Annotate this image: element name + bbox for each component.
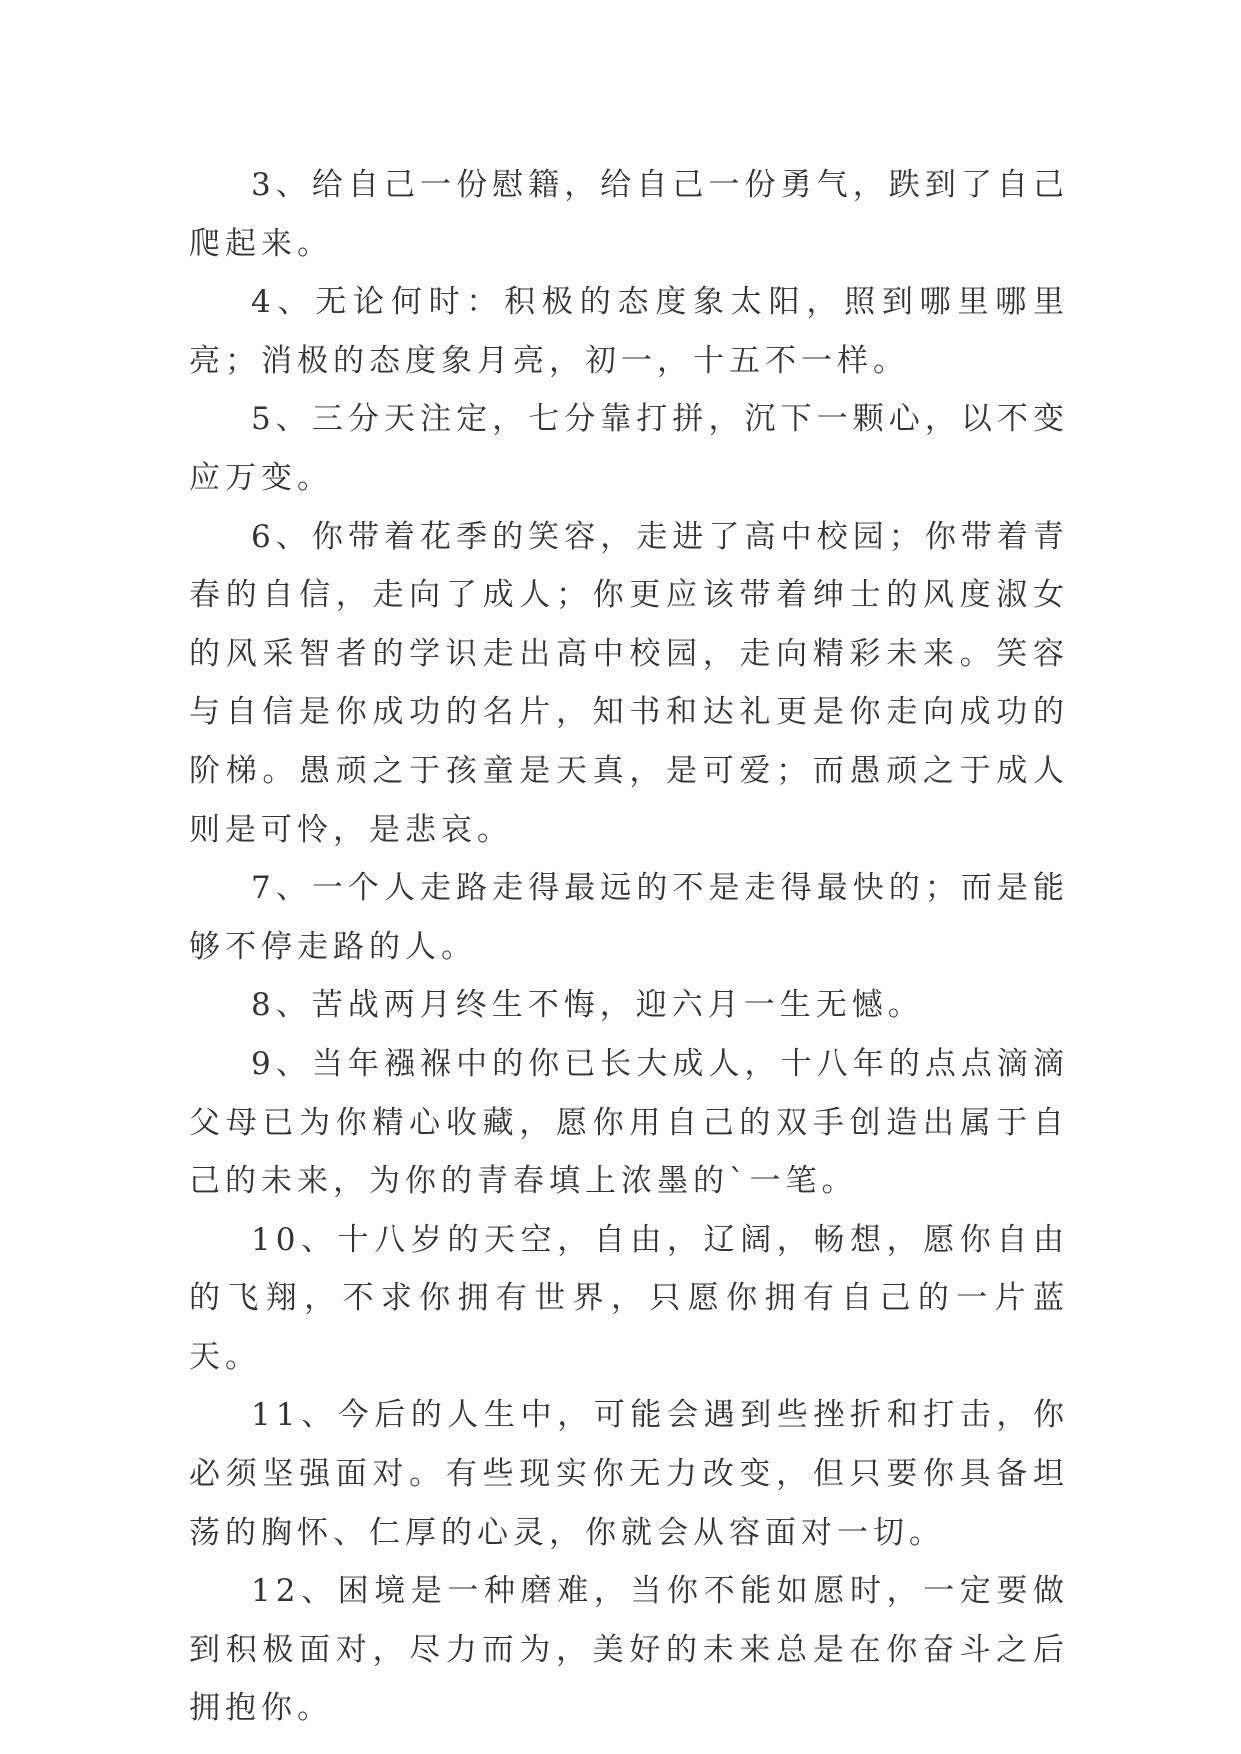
paragraph-6: 6、你带着花季的笑容，走进了高中校园；你带着青春的自信，走向了成人；你更应该带着绅士的风度淑女的风采智者的学识走出高中校园，走向精彩未来。笑容与自信是你成功的名片，知书和达礼更是你走向成功的阶梯。愚顽之于孩童是天真，是可爱；而愚顽之于成人则是可怜，是悲哀。 [189, 518, 1069, 848]
paragraph-10: 10、十八岁的天空，自由，辽阔，畅想，愿你自由的飞翔，不求你拥有世界，只愿你拥有自己的一片蓝天。 [189, 1221, 1069, 1375]
paragraph-3: 3、给自己一份慰籍，给自己一份勇气，跌到了自己爬起来。 [189, 167, 1069, 262]
document-body [189, 156, 1069, 1738]
paragraph-5: 5、三分天注定，七分靠打拼，沉下一颗心，以不变应万变。 [189, 401, 1069, 496]
paragraph-8: 8、苦战两月终生不悔，迎六月一生无憾。 [251, 987, 924, 1024]
paragraph-11: 11、今后的人生中，可能会遇到些挫折和打击，你必须坚强面对。有些现实你无力改变，但只要你具备坦荡的胸怀、仁厚的心灵，你就会从容面对一切。 [189, 1397, 1069, 1551]
paragraph-12: 12、困境是一种磨难，当你不能如愿时，一定要做到积极面对，尽力而为，美好的未来总是在你奋斗之后拥抱你。 [189, 1573, 1069, 1727]
paragraph-9: 9、当年襁褓中的你已长大成人，十八年的点点滴滴父母已为你精心收藏，愿你用自己的双手创造出属于自己的未来，为你的青春填上浓墨的`一笔。 [189, 1045, 1069, 1200]
paragraph-4: 4、无论何时：积极的态度象太阳，照到哪里哪里亮；消极的态度象月亮，初一，十五不一样。 [189, 284, 1069, 379]
paragraph-7: 7、一个人走路走得最远的不是走得最快的；而是能够不停走路的人。 [189, 870, 1069, 965]
